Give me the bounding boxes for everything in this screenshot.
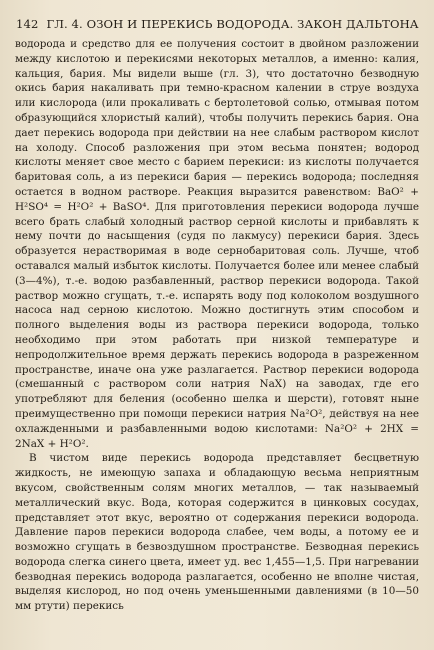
paragraph: В чистом виде перекись водорода представляет бесцветную жидкость, не имеющую запаха и обладающую весьма неприятным вкусом, свойственным солям многих металлов, — так называемый металлический вкус. Вода, которая содержится в цинковых сосудах, представляет этот вкус, вероятно от содержания перекиси водорода. Давление паров перекиси водорода слабее, чем воды, а потому ее и возможно сгущать в безвоздушном пространстве. Безводная перекись водорода слегка синего цвета, имеет уд. вес 1,455—1,5. При нагревании безводная перекись водорода разлагается, особенно не вполне чистая, выделяя кислород, но под очень уменьшенными давлениями (в 10—50 мм ртути) перекись (15, 452, 419, 613)
body-text (15, 37, 419, 614)
running-title: ГЛ. 4. ОЗОН И ПЕРЕКИСЬ ВОДОРОДА. ЗАКОН ДАЛЬТОНА (46, 17, 419, 31)
page-header (16, 17, 418, 31)
paragraph: водорода и средство для ее получения состоит в двойном разложении между кислотою и перекисями некоторых металлов, а именно: калия, кальция, бария. Мы видели выше (гл. 3), что достаточно безводную окись бария накаливать при темно-красном калении в струе воздуха или кислорода (или прокаливать с бертолетовой солью, отмывая потом образующийся хлористый калий), чтобы получить перекись бария. Она дает перекись водорода при действии на нее слабым раствором кислот на холоду. Способ разложения при этом весьма понятен; водород кислоты меняет свое место с барием перекиси: из кислоты получается баритовая соль, а из перекиси бария — перекись водорода; последняя остается в водном растворе. Реакция выразится равенством: BaO² + H²SO⁴ = H²O² + BaSO⁴. Для приготовления перекиси водорода лучше всего брать слабый холодный раствор серной кислоты и прибавлять к нему почти до насыщения (судя по лакмусу) перекиси бария. Здесь образуется нерастворимая в воде сернобаритовая соль. Лучше, чтоб оставался малый избыток кислоты. Получается более или менее слабый (3—4%), т.-е. водою разбавленный, раствор перекиси водорода. Такой раствор можно сгущать, т.-е. испарять воду под колоколом воздушного насоса над серною кислотою. Можно достигнуть этим способом и полного выделения воды из раствора перекиси водорода, только необходимо при этом работать при низкой температуре и непродолжительное время держать перекись водорода в разреженном пространстве, иначе она уже разлагается. Раствор перекиси водорода (смешанный с раствором соли натрия NaX) на заводах, где его употребляют для беления (особенно шелка и шерсти), готовят ныне преимущественно при помощи перекиси натрия Na²O², действуя на нее охлажденными и разбавленными водою кислотами: Na²O² + 2HX = 2NaX + H²O². (15, 38, 419, 450)
page-number: 142 (16, 17, 39, 31)
